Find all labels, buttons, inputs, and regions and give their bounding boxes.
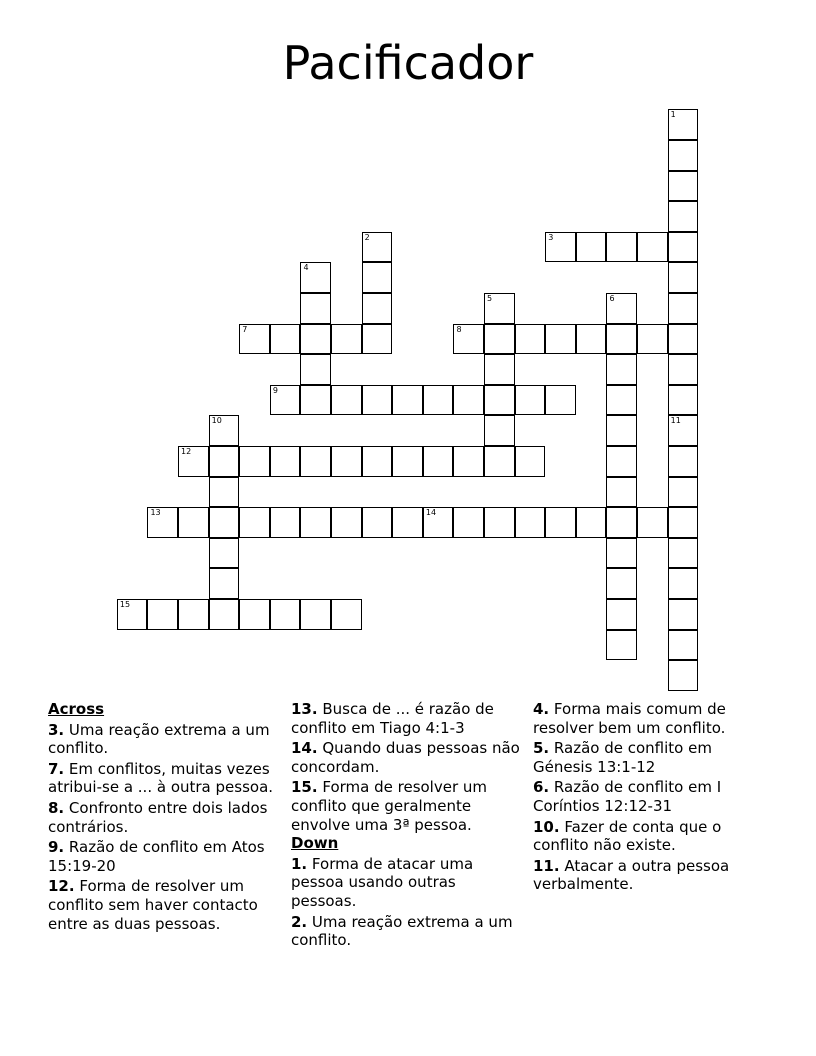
grid-cell[interactable] [606, 538, 637, 569]
down-clue-10 [533, 818, 765, 855]
grid-cell[interactable] [668, 293, 699, 324]
down-clue-5 [533, 739, 765, 776]
grid-cell[interactable] [606, 385, 637, 416]
grid-cell[interactable] [209, 477, 240, 508]
clue-number: 6. [533, 778, 550, 797]
grid-cell[interactable] [362, 324, 393, 355]
grid-cell[interactable] [637, 507, 668, 538]
down-clue-4 [533, 700, 765, 737]
grid-cell[interactable] [300, 324, 331, 355]
grid-cell[interactable] [668, 354, 699, 385]
grid-cell[interactable] [453, 324, 484, 355]
across-clue-15 [291, 778, 523, 834]
grid-cell[interactable] [239, 507, 270, 538]
grid-cell[interactable] [300, 446, 331, 477]
grid-cell[interactable] [300, 262, 331, 293]
grid-cell[interactable] [668, 324, 699, 355]
grid-cell[interactable] [270, 599, 301, 630]
clue-text: Forma de atacar uma pessoa usando outras pessoas. [291, 854, 474, 910]
across-clue-7 [48, 760, 284, 797]
grid-cell[interactable] [606, 477, 637, 508]
grid-cell[interactable] [300, 354, 331, 385]
cell-number: 8 [456, 324, 462, 334]
grid-cell[interactable] [270, 324, 301, 355]
grid-cell[interactable] [147, 599, 178, 630]
clue-text: Confronto entre dois lados contrários. [48, 798, 268, 836]
clue-text: Uma reação extrema a um conflito. [291, 912, 513, 950]
clue-number: 9. [48, 838, 65, 857]
clue-text: Razão de conflito em I Coríntios 12:12-31 [533, 778, 722, 815]
across-clue-3 [48, 721, 284, 758]
grid-cell[interactable] [606, 354, 637, 385]
grid-cell[interactable] [668, 109, 699, 140]
grid-cell[interactable] [668, 415, 699, 446]
grid-cell[interactable] [606, 630, 637, 661]
clue-number: 11. [533, 856, 560, 875]
grid-cell[interactable] [331, 507, 362, 538]
clue-number: 12. [48, 877, 75, 896]
grid-cell[interactable] [178, 599, 209, 630]
down-clue-6 [533, 778, 765, 815]
grid-cell[interactable] [362, 262, 393, 293]
grid-cell[interactable] [545, 385, 576, 416]
down-heading: Down [291, 834, 339, 853]
grid-cell[interactable] [300, 599, 331, 630]
grid-cell[interactable] [331, 385, 362, 416]
grid-cell[interactable] [178, 507, 209, 538]
grid-cell[interactable] [668, 446, 699, 477]
clue-text: Busca de ... é razão de conflito em Tiago 4:1-3 [291, 700, 494, 737]
grid-cell[interactable] [362, 232, 393, 263]
grid-cell[interactable] [209, 538, 240, 569]
down-clue-2 [291, 913, 523, 950]
grid-cell[interactable] [209, 568, 240, 599]
grid-cell[interactable] [270, 446, 301, 477]
clues-column-1 [48, 700, 284, 933]
cell-number: 5 [487, 293, 493, 303]
grid-cell[interactable] [637, 232, 668, 263]
clue-number: 15. [291, 778, 318, 797]
grid-cell[interactable] [668, 599, 699, 630]
cell-number: 9 [272, 385, 278, 395]
clue-text: Razão de conflito em Génesis 13:1-12 [533, 739, 712, 776]
grid-cell[interactable] [545, 507, 576, 538]
grid-cell[interactable] [484, 415, 515, 446]
grid-cell[interactable] [209, 507, 240, 538]
clue-number: 3. [48, 720, 65, 739]
grid-cell[interactable] [362, 293, 393, 324]
grid-cell[interactable] [637, 324, 668, 355]
grid-cell[interactable] [606, 446, 637, 477]
cell-number: 13 [150, 508, 161, 518]
grid-cell[interactable] [147, 507, 178, 538]
grid-cell[interactable] [423, 507, 454, 538]
grid-cell[interactable] [362, 446, 393, 477]
clue-number: 2. [291, 912, 308, 931]
cell-number: 11 [670, 416, 681, 426]
grid-cell[interactable] [668, 262, 699, 293]
grid-cell[interactable] [606, 599, 637, 630]
cell-number: 1 [670, 110, 676, 120]
cell-number: 2 [364, 232, 370, 242]
clue-text: Em conflitos, muitas vezes atribui-se a ... à outra pessoa. [48, 759, 274, 797]
grid-cell[interactable] [545, 232, 576, 263]
grid-cell[interactable] [239, 324, 270, 355]
grid-cell[interactable] [453, 385, 484, 416]
grid-cell[interactable] [484, 385, 515, 416]
grid-cell[interactable] [668, 201, 699, 232]
clue-number: 5. [533, 739, 550, 758]
grid-cell[interactable] [300, 385, 331, 416]
grid-cell[interactable] [484, 293, 515, 324]
grid-cell[interactable] [545, 324, 576, 355]
grid-cell[interactable] [515, 385, 546, 416]
clue-number: 10. [533, 817, 560, 836]
grid-cell[interactable] [515, 507, 546, 538]
grid-cell[interactable] [270, 507, 301, 538]
clue-text: Forma de resolver um conflito sem haver contacto entre as duas pessoas. [48, 877, 258, 933]
grid-cell[interactable] [423, 385, 454, 416]
grid-cell[interactable] [392, 446, 423, 477]
clues-column-3 [533, 700, 765, 894]
cell-number: 6 [609, 293, 615, 303]
grid-cell[interactable] [606, 415, 637, 446]
grid-cell[interactable] [484, 507, 515, 538]
grid-cell[interactable] [668, 630, 699, 661]
clue-text: Forma de resolver um conflito que geralmente envolve uma 3ª pessoa. [291, 778, 488, 834]
down-clue-1 [291, 855, 523, 911]
grid-cell[interactable] [576, 232, 607, 263]
across-clue-14 [291, 739, 523, 776]
across-heading: Across [48, 700, 105, 718]
grid-cell[interactable] [392, 385, 423, 416]
clue-number: 13. [291, 700, 318, 718]
across-clue-9 [48, 838, 284, 875]
grid-cell[interactable] [362, 507, 393, 538]
grid-cell[interactable] [668, 538, 699, 569]
clue-text: Uma reação extrema a um conflito. [48, 720, 270, 758]
grid-cell[interactable] [209, 599, 240, 630]
grid-cell[interactable] [392, 507, 423, 538]
cell-number: 7 [242, 324, 248, 334]
grid-cell[interactable] [300, 507, 331, 538]
across-clue-13 [291, 700, 523, 737]
grid-cell[interactable] [606, 293, 637, 324]
puzzle-title: Pacificador [282, 36, 534, 90]
grid-cell[interactable] [178, 446, 209, 477]
cell-number: 10 [211, 416, 222, 426]
across-clue-8 [48, 799, 284, 836]
clue-number: 14. [291, 739, 318, 758]
cell-number: 12 [181, 446, 192, 456]
clue-text: Razão de conflito em Atos 15:19-20 [48, 838, 265, 875]
grid-cell[interactable] [515, 324, 546, 355]
grid-cell[interactable] [668, 140, 699, 171]
clues-column-2 [291, 700, 523, 950]
grid-cell[interactable] [209, 446, 240, 477]
grid-cell[interactable] [668, 568, 699, 599]
clue-text: Forma mais comum de resolver bem um conflito. [533, 700, 726, 737]
cell-number: 3 [548, 232, 554, 242]
grid-cell[interactable] [453, 507, 484, 538]
grid-cell[interactable] [331, 324, 362, 355]
down-clue-11 [533, 857, 765, 894]
grid-cell[interactable] [209, 415, 240, 446]
grid-cell[interactable] [270, 385, 301, 416]
grid-cell[interactable] [668, 660, 699, 691]
grid-cell[interactable] [484, 324, 515, 355]
grid-cell[interactable] [484, 446, 515, 477]
grid-cell[interactable] [668, 507, 699, 538]
grid-cell[interactable] [668, 171, 699, 202]
clue-text: Quando duas pessoas não concordam. [291, 739, 520, 776]
clue-number: 8. [48, 798, 65, 817]
clue-number: 1. [291, 854, 308, 873]
cell-number: 14 [425, 508, 437, 518]
grid-cell[interactable] [484, 354, 515, 385]
grid-cell[interactable] [423, 446, 454, 477]
clue-text: Atacar a outra pessoa verbalmente. [533, 856, 730, 894]
grid-cell[interactable] [239, 446, 270, 477]
grid-cell[interactable] [331, 599, 362, 630]
cell-number: 4 [303, 263, 309, 273]
grid-cell[interactable] [668, 385, 699, 416]
across-clue-12 [48, 877, 284, 933]
grid-cell[interactable] [668, 477, 699, 508]
cell-number: 15 [119, 599, 131, 609]
clue-text: Fazer de conta que o conflito não existe. [533, 817, 722, 855]
grid-cell[interactable] [362, 385, 393, 416]
clue-number: 7. [48, 759, 65, 778]
grid-cell[interactable] [606, 232, 637, 263]
grid-cell[interactable] [300, 293, 331, 324]
grid-cell[interactable] [606, 507, 637, 538]
grid-cell[interactable] [515, 446, 546, 477]
grid-cell[interactable] [606, 568, 637, 599]
grid-cell[interactable] [239, 599, 270, 630]
grid-cell[interactable] [453, 446, 484, 477]
grid-cell[interactable] [668, 232, 699, 263]
grid-cell[interactable] [117, 599, 148, 630]
clue-number: 4. [533, 700, 550, 718]
grid-cell[interactable] [606, 324, 637, 355]
grid-cell[interactable] [331, 446, 362, 477]
grid-cell[interactable] [576, 507, 607, 538]
grid-cell[interactable] [576, 324, 607, 355]
